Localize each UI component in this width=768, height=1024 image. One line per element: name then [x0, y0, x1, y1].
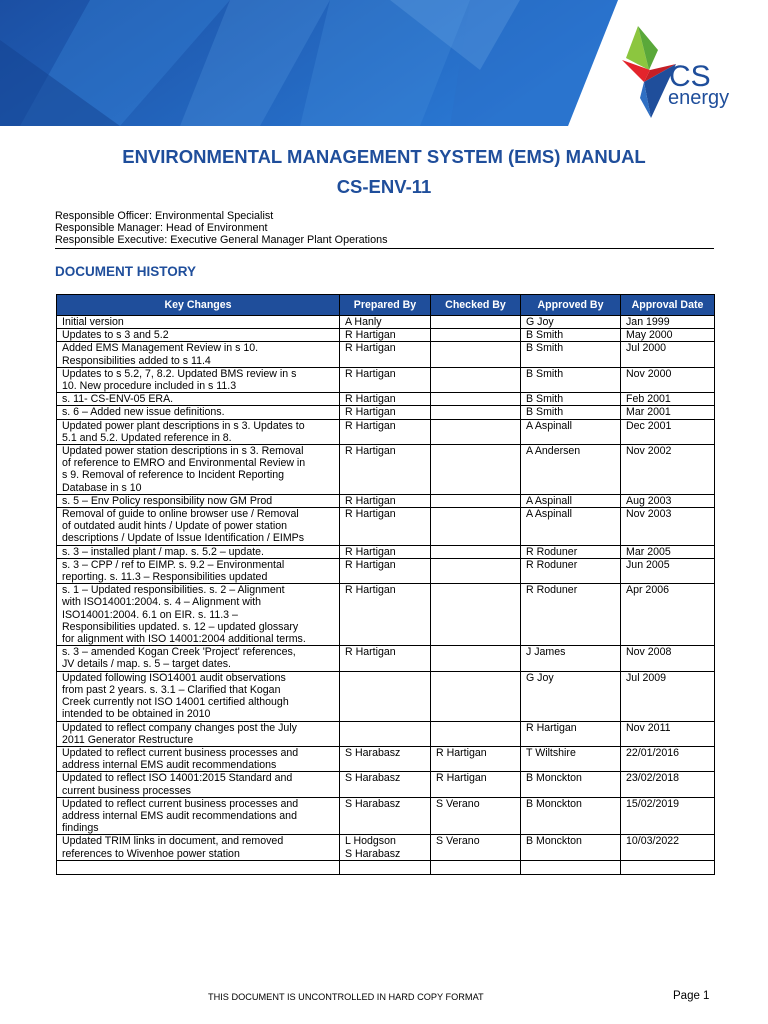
cell-prepared-by [340, 860, 431, 874]
cell-checked-by [431, 367, 521, 392]
cell-approved-by: R Roduner [521, 558, 621, 583]
document-title: ENVIRONMENTAL MANAGEMENT SYSTEM (EMS) MANUAL [122, 146, 646, 167]
cell-key-changes: Updated to reflect company changes post the July 2011 Generator Restructure [57, 721, 340, 746]
cell-key-changes: Updated to reflect current business processes and address internal EMS audit recommendations and findings [57, 797, 340, 835]
cell-approval-date: Nov 2002 [621, 445, 715, 495]
table-row [57, 419, 715, 444]
table-row [57, 445, 715, 495]
responsible-manager: Responsible Manager: Head of Environment [55, 222, 268, 234]
cell-approved-by: B Monckton [521, 772, 621, 797]
cell-approval-date: Apr 2006 [621, 584, 715, 646]
responsible-officer: Responsible Officer: Environmental Specialist [55, 210, 274, 222]
cell-prepared-by: S Harabasz [340, 797, 431, 835]
cell-checked-by: S Verano [431, 797, 521, 835]
cell-checked-by [431, 419, 521, 444]
table-row [57, 316, 715, 329]
cell-approval-date: Dec 2001 [621, 419, 715, 444]
cell-approval-date: 15/02/2019 [621, 797, 715, 835]
cell-checked-by [431, 671, 521, 721]
cell-checked-by [431, 494, 521, 507]
cell-approval-date: Jan 1999 [621, 316, 715, 329]
header-banner [0, 0, 768, 126]
responsible-executive: Responsible Executive: Executive General Manager Plant Operations [55, 234, 388, 246]
column-header-key-changes: Key Changes [57, 295, 340, 316]
cell-checked-by [431, 545, 521, 558]
cell-approved-by: G Joy [521, 316, 621, 329]
uncontrolled-notice: THIS DOCUMENT IS UNCONTROLLED IN HARD COPY FORMAT [208, 992, 484, 1002]
table-row [57, 721, 715, 746]
cell-key-changes: Initial version [57, 316, 340, 329]
cell-key-changes: Updated to reflect current business processes and address internal EMS audit recommendations [57, 746, 340, 771]
table-body [57, 316, 715, 875]
column-header-checked-by: Checked By [431, 295, 521, 316]
cell-prepared-by: S Harabasz [340, 746, 431, 771]
column-header-approval-date: Approval Date [621, 295, 715, 316]
cell-approval-date: 10/03/2022 [621, 835, 715, 860]
cell-approval-date: Nov 2000 [621, 367, 715, 392]
cell-prepared-by: R Hartigan [340, 558, 431, 583]
cell-key-changes: s. 3 – CPP / ref to EIMP. s. 9.2 – Environmental reporting. s. 11.3 – Responsibilities updated [57, 558, 340, 583]
table-row [57, 646, 715, 671]
logo-text-cs: CS [669, 60, 711, 93]
cell-key-changes: Updates to s 3 and 5.2 [57, 329, 340, 342]
cell-approval-date: 23/02/2018 [621, 772, 715, 797]
cell-checked-by [431, 393, 521, 406]
cell-approved-by: B Smith [521, 342, 621, 367]
section-heading: DOCUMENT HISTORY [55, 264, 197, 279]
table-row [57, 494, 715, 507]
cell-prepared-by: R Hartigan [340, 584, 431, 646]
cell-key-changes: Updates to s 5.2, 7, 8.2. Updated BMS review in s 10. New procedure included in s 11.3 [57, 367, 340, 392]
table-row [57, 545, 715, 558]
cell-checked-by [431, 508, 521, 546]
cell-approved-by: B Smith [521, 367, 621, 392]
cell-checked-by [431, 860, 521, 874]
cell-approved-by: R Roduner [521, 584, 621, 646]
cell-approved-by: A Aspinall [521, 494, 621, 507]
cell-approved-by: R Hartigan [521, 721, 621, 746]
cell-key-changes: s. 1 – Updated responsibilities. s. 2 – Alignment with ISO14001:2004. s. 4 – Alignment with ISO14001:2004. 6.1 on EIR. s. 11.3 – Responsibilities updated. s. 12 – updated glossary for alignment with ISO 14001:2004 additional terms. [57, 584, 340, 646]
cell-prepared-by: R Hartigan [340, 367, 431, 392]
table-row [57, 860, 715, 874]
column-header-prepared-by: Prepared By [340, 295, 431, 316]
cell-key-changes [57, 860, 340, 874]
table-row [57, 671, 715, 721]
table-row [57, 406, 715, 419]
cell-checked-by [431, 329, 521, 342]
cell-approval-date: Nov 2011 [621, 721, 715, 746]
table-row [57, 797, 715, 835]
cell-prepared-by: R Hartigan [340, 646, 431, 671]
cell-approval-date [621, 860, 715, 874]
cell-approval-date: Feb 2001 [621, 393, 715, 406]
cell-prepared-by: S Harabasz [340, 772, 431, 797]
cell-approval-date: Jun 2005 [621, 558, 715, 583]
cell-key-changes: Updated following ISO14001 audit observations from past 2 years. s. 3.1 – Clarified that Kogan Creek currently not ISO 14001 certified although intended to be obtained in 2010 [57, 671, 340, 721]
cell-prepared-by: R Hartigan [340, 329, 431, 342]
cell-key-changes: s. 3 – amended Kogan Creek 'Project' references, JV details / map. s. 5 – target dates. [57, 646, 340, 671]
cell-approval-date: Jul 2000 [621, 342, 715, 367]
cell-approval-date: Mar 2005 [621, 545, 715, 558]
table-row [57, 558, 715, 583]
cell-approval-date: Nov 2003 [621, 508, 715, 546]
cell-key-changes: Updated power plant descriptions in s 3. Updates to 5.1 and 5.2. Updated reference in 8. [57, 419, 340, 444]
cell-prepared-by [340, 721, 431, 746]
cell-approved-by: T Wiltshire [521, 746, 621, 771]
cell-checked-by [431, 316, 521, 329]
table-row [57, 835, 715, 860]
cell-checked-by [431, 646, 521, 671]
table-row [57, 746, 715, 771]
cell-approved-by: B Monckton [521, 835, 621, 860]
cell-key-changes: Removal of guide to online browser use / Removal of outdated audit hints / Update of power station descriptions / Update of Issue Identification / EIMPs [57, 508, 340, 546]
cell-prepared-by: R Hartigan [340, 419, 431, 444]
cell-approved-by [521, 860, 621, 874]
cell-approval-date: May 2000 [621, 329, 715, 342]
table-row [57, 329, 715, 342]
cell-key-changes: s. 11- CS-ENV-05 ERA. [57, 393, 340, 406]
divider [55, 248, 714, 249]
cell-approved-by: J James [521, 646, 621, 671]
column-header-approved-by: Approved By [521, 295, 621, 316]
cell-approval-date: Mar 2001 [621, 406, 715, 419]
cell-approved-by: R Roduner [521, 545, 621, 558]
cell-prepared-by: R Hartigan [340, 545, 431, 558]
cell-key-changes: Updated to reflect ISO 14001:2015 Standard and current business processes [57, 772, 340, 797]
table-row [57, 367, 715, 392]
table-row [57, 508, 715, 546]
page-number: Page 1 [673, 990, 710, 1002]
cell-approval-date: Nov 2008 [621, 646, 715, 671]
cell-prepared-by [340, 671, 431, 721]
cell-approved-by: B Smith [521, 393, 621, 406]
table-row [57, 772, 715, 797]
table-row [57, 342, 715, 367]
cell-prepared-by: R Hartigan [340, 494, 431, 507]
logo-text-energy: energy [668, 87, 730, 109]
cell-checked-by [431, 721, 521, 746]
cell-approval-date: 22/01/2016 [621, 746, 715, 771]
cell-approved-by: B Smith [521, 329, 621, 342]
cell-approved-by: G Joy [521, 671, 621, 721]
cell-checked-by [431, 558, 521, 583]
cell-checked-by: R Hartigan [431, 746, 521, 771]
cell-approved-by: A Aspinall [521, 508, 621, 546]
table-header-row [57, 295, 715, 316]
cell-approval-date: Jul 2009 [621, 671, 715, 721]
cell-prepared-by: R Hartigan [340, 508, 431, 546]
table-row [57, 393, 715, 406]
cell-approval-date: Aug 2003 [621, 494, 715, 507]
cell-checked-by [431, 342, 521, 367]
cell-checked-by: S Verano [431, 835, 521, 860]
cell-prepared-by: R Hartigan [340, 445, 431, 495]
cell-key-changes: s. 6 – Added new issue definitions. [57, 406, 340, 419]
document-code: CS-ENV-11 [336, 176, 432, 197]
cell-checked-by [431, 584, 521, 646]
cell-checked-by: R Hartigan [431, 772, 521, 797]
cell-key-changes: Updated TRIM links in document, and removed references to Wivenhoe power station [57, 835, 340, 860]
cell-prepared-by: A Hanly [340, 316, 431, 329]
cell-approved-by: A Andersen [521, 445, 621, 495]
cell-prepared-by: R Hartigan [340, 393, 431, 406]
cell-prepared-by: L Hodgson S Harabasz [340, 835, 431, 860]
cell-approved-by: A Aspinall [521, 419, 621, 444]
cell-key-changes: Updated power station descriptions in s 3. Removal of reference to EMRO and Environmental Review in s 9. Removal of reference to Incident Reporting Database in s 10 [57, 445, 340, 495]
cell-checked-by [431, 445, 521, 495]
cell-approved-by: B Smith [521, 406, 621, 419]
cell-prepared-by: R Hartigan [340, 342, 431, 367]
cell-key-changes: Added EMS Management Review in s 10. Responsibilities added to s 11.4 [57, 342, 340, 367]
cell-approved-by: B Monckton [521, 797, 621, 835]
cell-key-changes: s. 3 – installed plant / map. s. 5.2 – update. [57, 545, 340, 558]
cell-prepared-by: R Hartigan [340, 406, 431, 419]
cell-key-changes: s. 5 – Env Policy responsibility now GM Prod [57, 494, 340, 507]
cell-checked-by [431, 406, 521, 419]
table-row [57, 584, 715, 646]
document-history-table [56, 294, 715, 875]
